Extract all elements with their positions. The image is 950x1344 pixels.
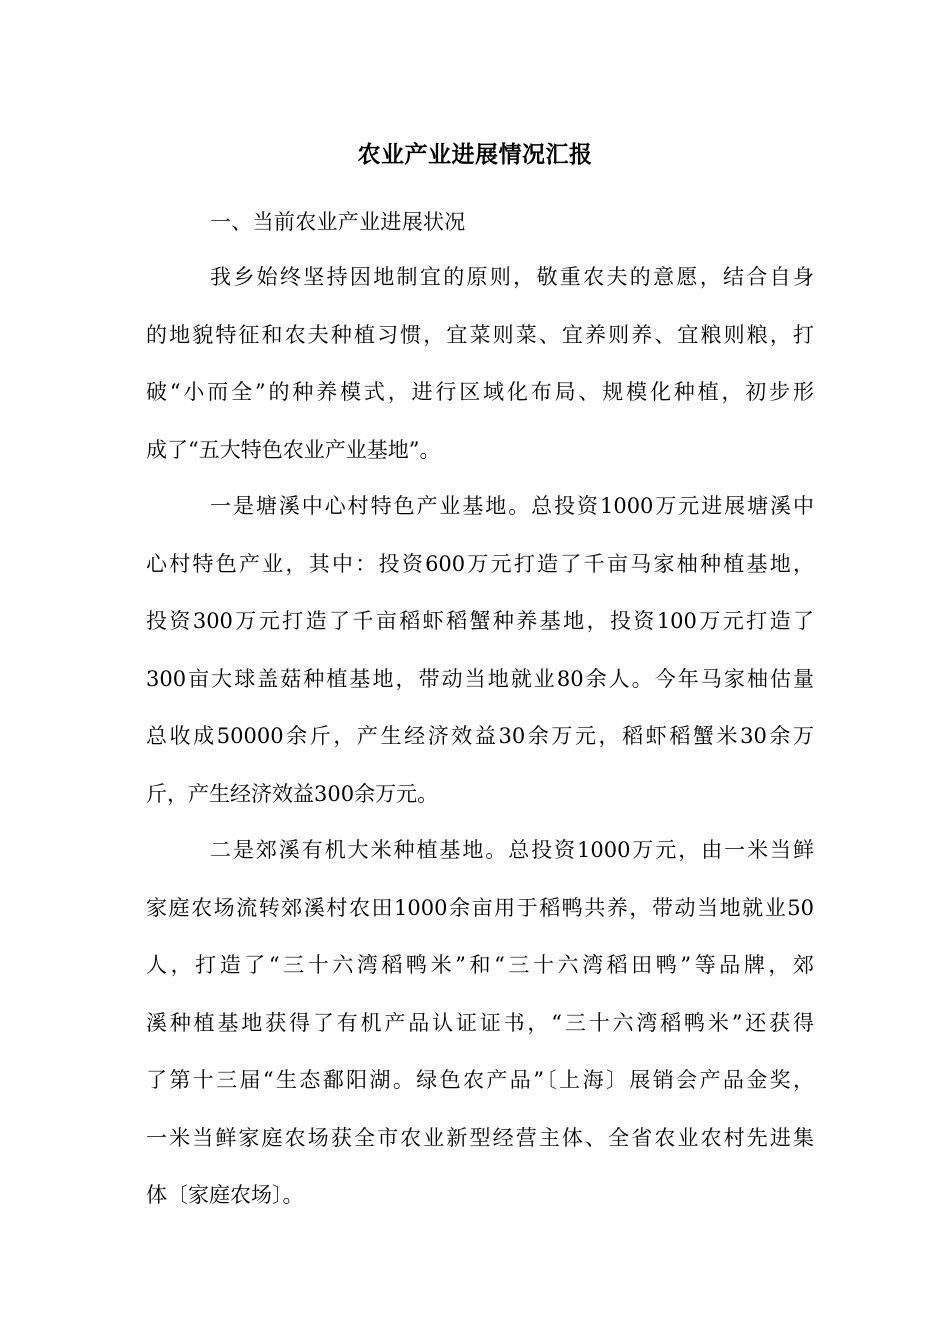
paragraph-line: 斤，产生经济效益300余万元。: [146, 781, 439, 806]
paragraph-line: 心村特色产业，其中：投资600万元打造了千亩马家柚种植基地，: [146, 551, 814, 576]
paragraph-2: [146, 478, 814, 823]
paragraph-line: 溪种植基地获得了有机产品认证证书，“三十六湾稻鸭米”还获得: [146, 1010, 814, 1035]
paragraph-line: 家庭农场流转郊溪村农田1000余亩用于稻鸭共养，带动当地就业50: [146, 895, 814, 920]
paragraph-line: 了第十三届“生态鄱阳湖。绿色农产品”〔上海〕展销会产品金奖，: [146, 1068, 814, 1092]
document-title: 农业产业进展情况汇报: [357, 141, 593, 168]
paragraph-line: 300亩大球盖菇种植基地，带动当地就业80余人。今年马家柚估量: [146, 666, 814, 691]
paragraph-line: 成了“五大特色农业产业基地”。: [146, 437, 441, 462]
section-heading: 一、当前农业产业进展状况: [210, 210, 466, 234]
paragraph-line: 二是郊溪有机大米种植基地。总投资1000万元，由一米当鲜: [210, 838, 814, 862]
paragraph-line: 一是塘溪中心村特色产业基地。总投资1000万元进展塘溪中: [210, 494, 814, 518]
paragraph-line: 的地貌特征和农夫种植习惯，宜菜则菜、宜养则养、宜粮则粮，打: [146, 322, 814, 347]
paragraph-1: [146, 249, 814, 479]
paragraph-line: 总收成50000余斤，产生经济效益30余万元，稻虾稻蟹米30余万: [146, 724, 814, 748]
paragraph-3: [146, 822, 814, 1225]
paragraph-line: 体〔家庭农场〕。: [146, 1183, 304, 1207]
paragraph-line: 投资300万元打造了千亩稻虾稻蟹种养基地，投资100万元打造了: [146, 609, 814, 633]
paragraph-line: 人，打造了“三十六湾稻鸭米”和“三十六湾稻田鸭”等品牌，郊: [146, 953, 814, 977]
paragraph-line: 破“小而全”的种养模式，进行区域化布局、规模化种植，初步形: [146, 380, 814, 404]
paragraph-line: 一米当鲜家庭农场获全市农业新型经营主体、全省农业农村先进集: [146, 1125, 814, 1150]
paragraph-line: 我乡始终坚持因地制宜的原则，敬重农夫的意愿，结合自身: [210, 265, 814, 289]
